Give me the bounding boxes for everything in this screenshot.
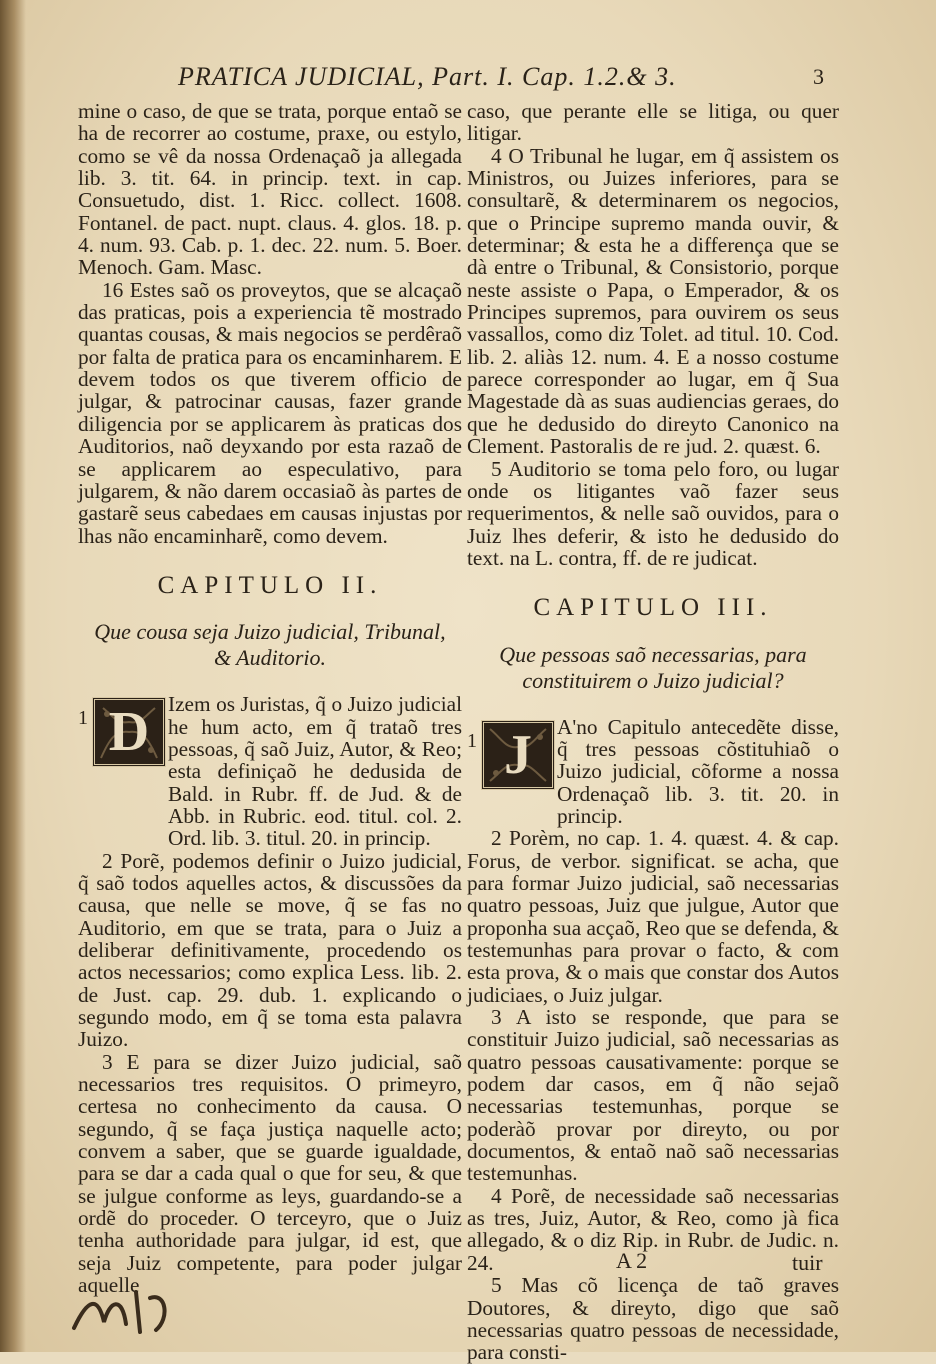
chapter-heading-ii: CAPITULO II.: [157, 571, 383, 599]
paragraph-1: A'no Capitulo antecedẽte disse, q̃ tres pessoas cõstituhiaõ o Juizo judicial, cõforme a nossa Ordenaçaõ lib. 3. tit. 20. in princip.: [557, 714, 839, 828]
paragraph-number: 1: [78, 707, 88, 730]
paragraph-3: 3 A isto se responde, que para se constituir Juizo judicial, saõ necessarias as quatro pessoas causativamente: porque se podem dar casos, em q̃ não sejaõ necessarias testemunhas, porque se poderàõ provar por direyto, ou por documentos, & entaõ naõ saõ necessarias testemunhas.: [467, 1005, 839, 1186]
right-column: [467, 100, 839, 1364]
paragraph-3: 3 E para se dizer Juizo judicial, saõ necessarios tres requisitos. O primeyro, certesa no conhecimento da causa. O segundo, q̃ se faça justiça naquelle acto; convem a saber, que se guarde igualdade, para se dar a cada qual o que for seu, & que se julgue conforme as leys, guardando-se a ordẽ do proceder. O terceyro, que o Juiz tenha authoridade para julgar, id est, que seja Juiz competente, para poder julgar aquelle: [78, 1049, 462, 1298]
paragraph-4: 4 O Tribunal he lugar, em q̃ assistem os Ministros, ou Juizes inferiores, para se consultarẽ, & determinarem os negocios, que o Principe supremo manda ouvir, & determinar; & esta he a differença que se dà entre o Tribunal, & Consistorio, porque neste assiste o Papa, o Emperador, & os Principes supremos, para ouvirem os seus vassallos, como diz Tolet. ad titul. 10. Cod. lib. 2. aliàs 12. num. 4. E a nosso costume parece corresponder ao lugar, em q̃ Sua Magestade dà as suas audiencias geraes, do que he dedusido do direyto Canonico na Clement. Pastoralis de re jud. 2. quæst. 6.: [467, 143, 839, 459]
page-gutter: [0, 0, 26, 1352]
paragraph-4: 4 Porẽ, de necessidade saõ necessarias as tres, Juiz, Autor, & Reo, como jà fica allegado, & o diz Rip. in Rubr. de Judic. n. 24.: [467, 1183, 839, 1275]
initial-letter: J: [504, 723, 532, 786]
catchword: tuir: [792, 1250, 823, 1275]
chapter-subtitle-ii: Que cousa seja Juizo judicial, Tribunal, & Auditorio.: [94, 619, 446, 671]
paragraph-16: 16 Estes saõ os proveytos, que se alcaçaõ das praticas, pois a experiencia tẽ mostrado quantas cousas, & mais negocios se perdêraõ por falta de pratica para os encaminharem. E devem todos os que tiverem officio de julgar, & patrocinar causas, fazer grande diligencia por se applicarem às praticas dos Auditorios, naõ deyxando por esta razaõ de se applicarem ao especulativo, para julgarem, & não darem occasiaõ às partes de gastarẽ seus cabedaes em causas injustas por lhas não encaminharẽ, como devem.: [78, 277, 462, 548]
page-number: 3: [813, 64, 824, 89]
paragraph-1: Izem os Juristas, q̃ o Juizo judicial he hum acto, em q̃ trataõ tres pessoas, q̃ saõ Juiz, Autor, & Reo; esta definiçaõ he dedusida de Bald. in Rubr. ff. de Jud. & de Abb. in Rubric. eod. titul. col. 2. Ord. lib. 3. titul. 20. in princip.: [168, 692, 462, 851]
paragraph-continuation: caso, que perante elle se litiga, ou quer litigar.: [467, 99, 839, 146]
paragraph-number: 1: [467, 729, 477, 752]
initial-letter: D: [108, 701, 150, 764]
running-title: PRATICA JUDICIAL, Part. I. Cap. 1.2.& 3.: [178, 62, 677, 91]
drop-cap-paragraph: [467, 716, 839, 828]
paragraph-2: 2 Porèm, no cap. 1. 4. quæst. 4. & cap. Forus, de verbor. significat. se acha, que para formar Juizo judicial, saõ necessarias quatro pessoas, Juiz que julgue, Autor que proponha sua acçaõ, Reo que se defenda, & testemunhas para provar o facto, & com esta prova, & o mais que constar dos Autos judiciaes, o Juiz julgar.: [467, 826, 839, 1007]
paragraph-5: 5 Auditorio se toma pelo foro, ou lugar onde os litigantes vaõ fazer seus requerimentos, & nelle saõ ouvidos, para o Juiz lhes deferir, & isto he dedusido do text. na L. contra, ff. de re judicat.: [467, 456, 839, 570]
paragraph-continuation: mine o caso, de que se trata, porque entaõ se ha de recorrer ao costume, praxe, ou estylo, como se vê da nossa Ordenaçaõ ja allegada lib. 3. tit. 64. in princip. text. in cap. Consuetudo, dist. 1. Ricc. collect. 1608. Fontanel. de pact. nupt. claus. 4. glos. 18. p. 4. num. 93. Cab. p. 1. dec. 22. num. 5. Boer. Menoch. Gam. Masc.: [78, 99, 462, 280]
handwritten-ink-mark: [70, 1278, 180, 1338]
paragraph-2: 2 Porẽ, podemos definir o Juizo judicial, q̃ saõ todos aquelles actos, & discussões da causa, que nelle se move, q̃ se fas no Auditorio, em que se trata, para o Juiz a deliberar definitivamente, procedendo os actos necessarios; como explica Less. lib. 2. de Just. cap. 29. dub. 1. explicando o segundo modo, em q̃ se toma esta palavra Juizo.: [78, 848, 462, 1052]
signature-mark: A 2: [616, 1248, 648, 1273]
chapter-heading-iii: CAPITULO III.: [533, 594, 773, 622]
ornamental-initial: [92, 697, 166, 767]
page-header: [0, 62, 936, 96]
chapter-subtitle-iii: Que pessoas saõ necessarias, para constituirem o Juizo judicial?: [499, 641, 807, 693]
drop-cap-paragraph: [78, 693, 462, 849]
left-column: [78, 100, 462, 1297]
paragraph-5: 5 Mas cõ licença de taõ graves Doutores, & direyto, digo que saõ necessarias quatro pessoas de necessidade, para consti-: [467, 1273, 839, 1364]
ornamental-initial: [481, 720, 555, 790]
